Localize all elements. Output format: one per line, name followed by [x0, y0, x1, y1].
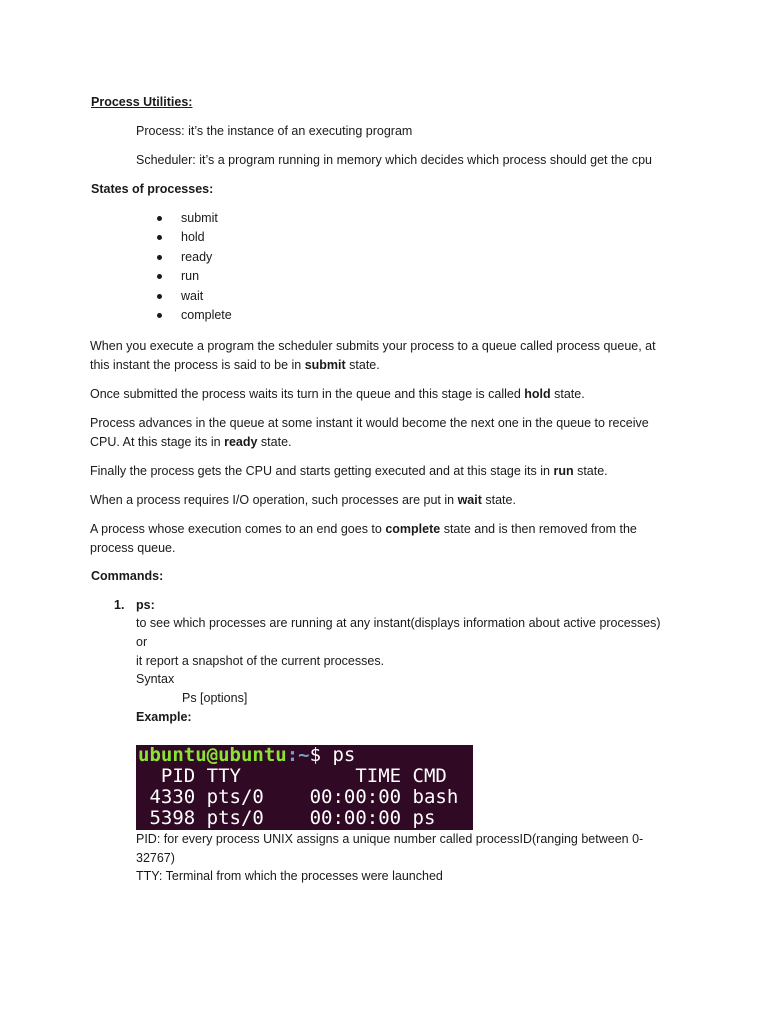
list-item: ready	[181, 250, 213, 264]
prompt-command: $ ps	[309, 744, 356, 766]
paragraph-line	[90, 385, 670, 404]
paragraph-hold	[90, 385, 670, 404]
paragraph-line: Process advances in the queue at some instant it would become the next one in the queue to receive	[90, 416, 649, 430]
command-number: 1.	[114, 598, 125, 612]
list-item: run	[181, 269, 200, 283]
paragraph-line	[90, 491, 670, 510]
terminal-screenshot	[136, 745, 473, 830]
bullet-icon	[157, 294, 162, 299]
command-description: to see which processes are running at any instant(displays information about active processes)	[136, 616, 661, 630]
list-item: submit	[181, 211, 218, 225]
text-run: state.	[481, 493, 516, 507]
paragraph-wait	[90, 491, 670, 510]
commands-heading: Commands:	[91, 569, 164, 583]
bullet-icon	[157, 274, 162, 279]
paragraph-line	[90, 462, 670, 481]
text-run: state.	[573, 464, 608, 478]
paragraph-line: process queue.	[90, 541, 176, 555]
state-term: submit	[304, 358, 346, 372]
states-heading: States of processes:	[91, 182, 214, 196]
text-run: When a process requires I/O operation, such processes are put in	[90, 493, 458, 507]
list-item: hold	[181, 230, 205, 244]
paragraph-line	[90, 520, 670, 539]
text-run: this instant the process is said to be in	[90, 358, 305, 372]
prompt-user: ubuntu@ubuntu	[138, 744, 287, 766]
state-term: complete	[385, 522, 441, 536]
bullet-icon	[157, 216, 162, 221]
note-tty: TTY: Terminal from which the processes were launched	[136, 869, 443, 883]
paragraph-complete	[90, 520, 670, 558]
definition-process: Process: it’s the instance of an executing program	[136, 124, 413, 138]
state-term: wait	[457, 493, 482, 507]
bullet-icon	[157, 255, 162, 260]
paragraph-line: When you execute a program the scheduler submits your process to a queue called process queue, at	[90, 339, 656, 353]
paragraph-ready	[90, 414, 670, 452]
paragraph-submit	[90, 337, 670, 375]
text-run: Once submitted the process waits its turn in the queue and this stage is called	[90, 387, 525, 401]
text-run: state.	[345, 358, 380, 372]
paragraph-line	[90, 356, 670, 375]
syntax-label: Syntax	[136, 672, 175, 686]
text-run: state and is then removed from the	[440, 522, 637, 536]
syntax-value: Ps [options]	[182, 691, 248, 705]
prompt-path: :~	[286, 744, 310, 766]
command-or: or	[136, 635, 148, 649]
bullet-icon	[157, 235, 162, 240]
note-pid: PID: for every process UNIX assigns a unique number called processID(ranging between 0-	[136, 832, 644, 846]
text-run: A process whose execution comes to an end goes to	[90, 522, 386, 536]
terminal-row: 5398 pts/0 00:00:00 ps	[138, 807, 436, 829]
definition-scheduler: Scheduler: it’s a program running in memory which decides which process should get the cpu	[136, 153, 653, 167]
state-term: run	[553, 464, 574, 478]
paragraph-run	[90, 462, 670, 481]
state-term: ready	[224, 435, 258, 449]
text-run: CPU. At this stage its in	[90, 435, 225, 449]
state-term: hold	[524, 387, 551, 401]
list-item: wait	[181, 289, 204, 303]
terminal-prompt-line	[138, 745, 473, 766]
bullet-icon	[157, 313, 162, 318]
list-item: complete	[181, 308, 232, 322]
page-heading: Process Utilities:	[91, 95, 193, 109]
command-name: ps:	[136, 598, 155, 612]
example-label: Example:	[136, 710, 192, 724]
text-run: state.	[257, 435, 292, 449]
note-pid-cont: 32767)	[136, 851, 175, 865]
paragraph-line	[90, 433, 670, 452]
terminal-header-line: PID TTY TIME CMD	[138, 765, 447, 787]
text-run: state.	[550, 387, 585, 401]
text-run: Finally the process gets the CPU and starts getting executed and at this stage its in	[90, 464, 554, 478]
terminal-row: 4330 pts/0 00:00:00 bash	[138, 786, 459, 808]
command-description-alt: it report a snapshot of the current processes.	[136, 654, 385, 668]
